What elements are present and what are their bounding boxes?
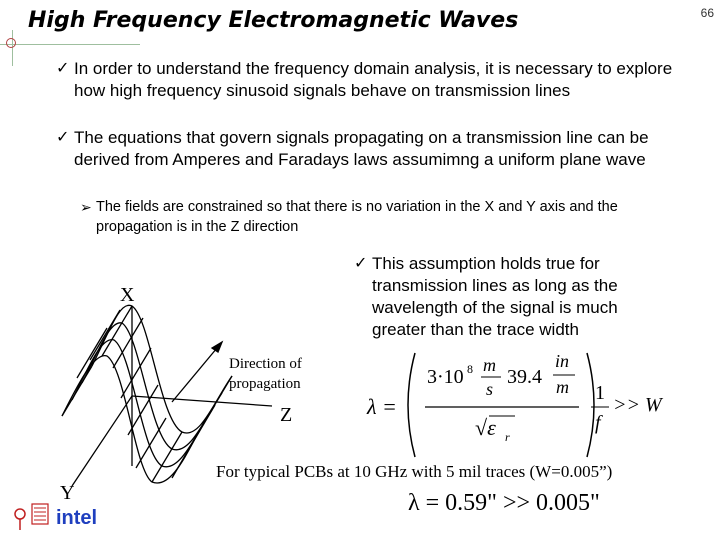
right-paren bbox=[587, 353, 594, 457]
eq1-f: f bbox=[595, 412, 601, 434]
intel-logo bbox=[6, 500, 110, 534]
result-equation: λ = 0.59" >> 0.005" bbox=[408, 490, 600, 516]
bullet-3-text: This assumption holds true for transmission lines as long as the wavelength of the signal is much greater than the trace width bbox=[372, 254, 618, 339]
axis-label-z: Z bbox=[280, 404, 293, 426]
eq1-value: 39.4 bbox=[507, 366, 542, 388]
eq1-m: m bbox=[483, 355, 496, 375]
eq1-const: 3·10 bbox=[427, 366, 464, 388]
y-axis-line bbox=[72, 396, 132, 486]
check-icon: ✓ bbox=[56, 60, 70, 77]
check-icon: ✓ bbox=[56, 129, 70, 146]
sub-bullet-text: The fields are constrained so that there is no variation in the X and Y axis and the propagation is in the Z direction bbox=[96, 199, 618, 235]
bullet-1-text: In order to understand the frequency domain analysis, it is necessary to explore how high frequency sinusoid signals behave on transmission lines bbox=[74, 59, 673, 100]
eq1-rhs: >> W bbox=[613, 394, 662, 416]
eq1-one: 1 bbox=[595, 382, 605, 404]
axis-label-x: X bbox=[120, 284, 135, 306]
eq1-sqrt: √ε bbox=[475, 415, 496, 440]
direction-label-line-2: propagation bbox=[229, 376, 301, 392]
eq1-s: s bbox=[486, 379, 494, 399]
direction-label-line-1: Direction of bbox=[229, 356, 302, 372]
check-icon: ✓ bbox=[354, 255, 368, 272]
bullet-2-text: The equations that govern signals propagating on a transmission line can be derived from Amperes and Faradays laws assumimng a uniform plane wave bbox=[74, 128, 649, 169]
z-axis-line bbox=[132, 396, 272, 406]
arrow-bullet-icon: ➢ bbox=[80, 199, 92, 215]
axis-label-y: Y bbox=[60, 482, 75, 504]
logo-text: intel bbox=[56, 507, 98, 529]
wave-back-edge bbox=[92, 305, 232, 433]
eq1-lhs: λ = bbox=[367, 394, 397, 419]
slide-title: High Frequency Electromagnetic Waves bbox=[28, 8, 519, 33]
direction-label bbox=[229, 354, 302, 394]
left-paren bbox=[408, 353, 415, 457]
page-number: 66 bbox=[700, 6, 714, 20]
eq1-r: r bbox=[505, 430, 510, 444]
typical-pcb-text: For typical PCBs at 10 GHz with 5 mil traces (W=0.005”) bbox=[216, 462, 613, 481]
wavelength-equation bbox=[365, 345, 675, 465]
propagation-arrow bbox=[172, 342, 222, 402]
eq1-in: in bbox=[555, 351, 570, 371]
eq1-m2: m bbox=[556, 377, 569, 397]
eq1-exp: 8 bbox=[467, 362, 473, 376]
